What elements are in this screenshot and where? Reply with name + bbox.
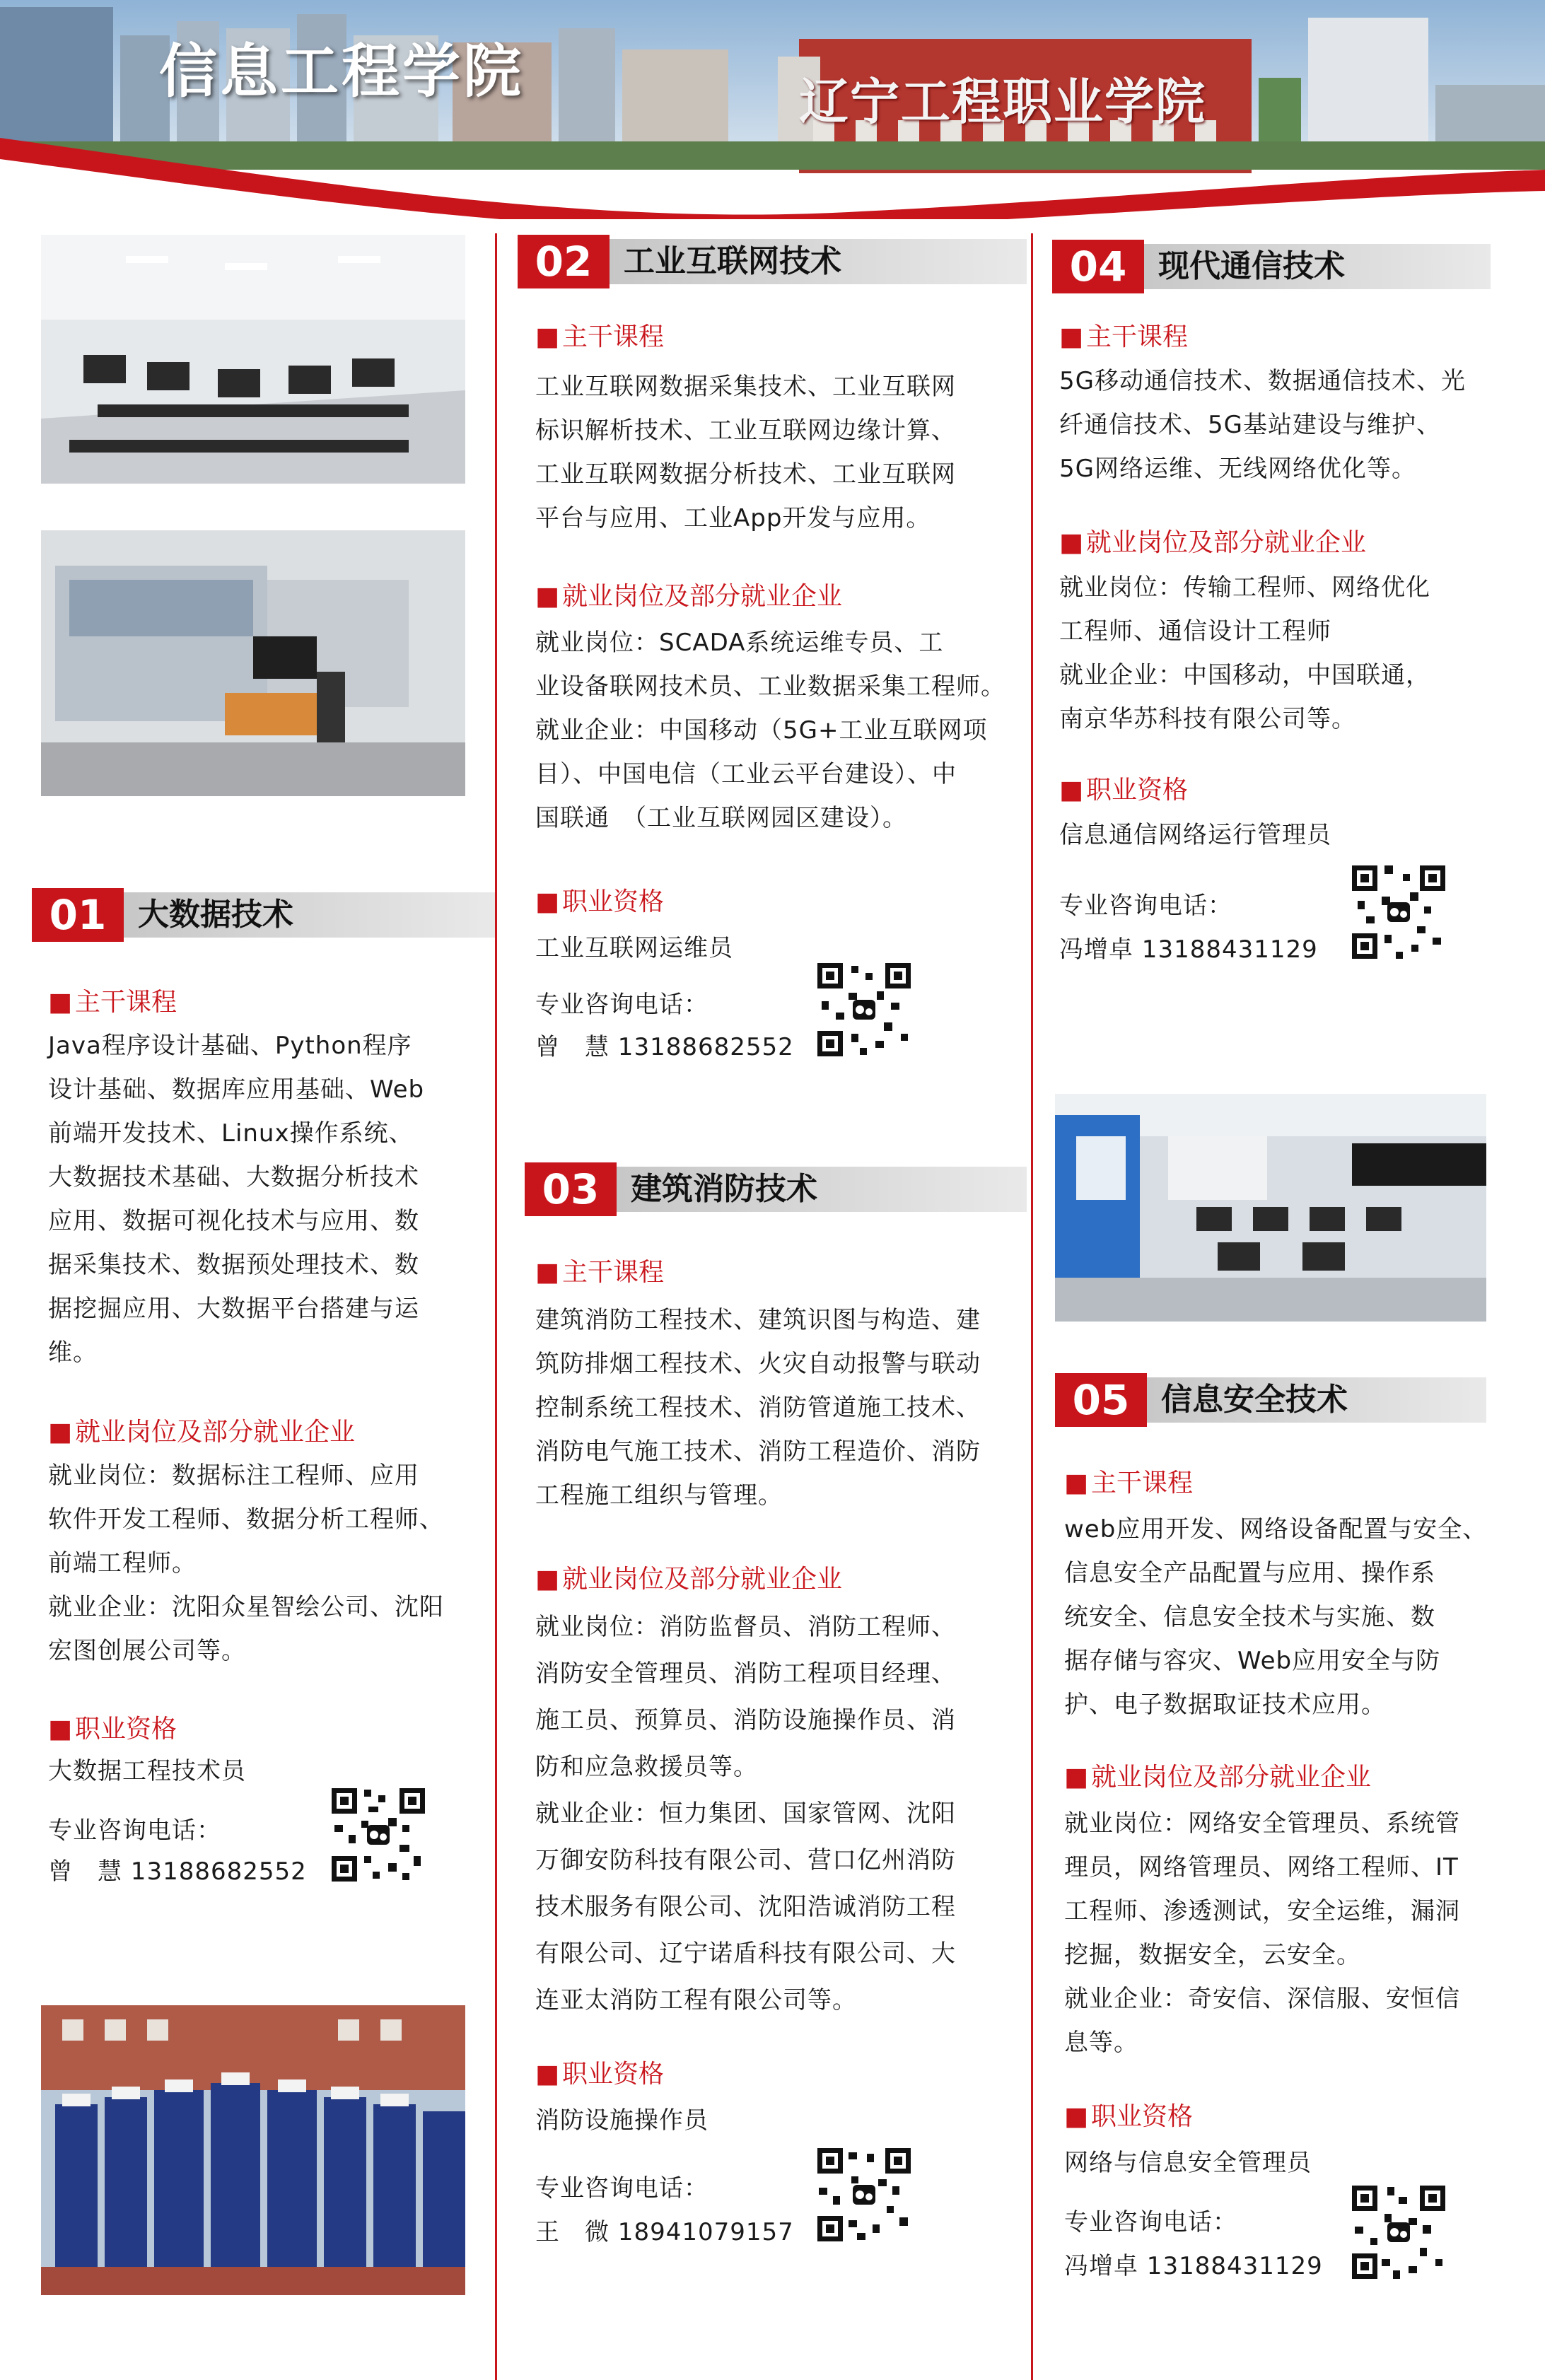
section-title: 工业互联网技术 — [624, 243, 841, 279]
s04-courses: 5G移动通信技术、数据通信技术、光 纤通信技术、5G基站建设与维护、 5G网络运维、无线网络优化等。 — [1059, 367, 1466, 483]
s02-cert-heading: ■ 职业资格 — [535, 887, 664, 918]
s03-courses: 建筑消防工程技术、建筑识图与构造、建 筑防排烟工程技术、火灾自动报警与联动 控制系统工程技术、消防管道施工技术、 消防电气施工技术、消防工程造价、消防 工程施工组织与管理。 — [535, 1306, 981, 1510]
college-title: 信息工程学院 — [159, 37, 525, 105]
s02-contact-label: 专业咨询电话： — [535, 991, 709, 1019]
s04-courses-heading: ■ 主干课程 — [1059, 322, 1188, 353]
s01-jobs-heading: ■ 就业岗位及部分就业企业 — [48, 1417, 355, 1448]
s01-contact: 曾 慧 13188682552 — [48, 1857, 307, 1886]
s03-cert-heading: ■ 职业资格 — [535, 2059, 664, 2090]
section-01-header — [32, 892, 495, 938]
s05-contact-label: 专业咨询电话： — [1064, 2208, 1237, 2236]
column-divider-left — [495, 233, 497, 2380]
s04-cert-heading: ■ 职业资格 — [1059, 775, 1188, 806]
section-number: 03 — [525, 1162, 617, 1216]
s05-cert: 网络与信息安全管理员 — [1064, 2149, 1312, 2177]
s02-jobs-heading: ■ 就业岗位及部分就业企业 — [535, 581, 842, 612]
s02-jobs: 就业岗位：SCADA系统运维专员、工 业设备联网技术员、工业数据采集工程师。 就业企业：中国移动（5G+工业互联网项 目）、中国电信（工业云平台建设）、中 国联通 （工业互联网园区建设）。 — [535, 629, 1005, 832]
computer-lab-photo — [41, 235, 465, 484]
column-divider-right — [1031, 233, 1033, 2380]
section-title: 建筑消防技术 — [631, 1171, 817, 1207]
s03-qr-code — [815, 2145, 914, 2244]
section-title: 信息安全技术 — [1161, 1382, 1348, 1418]
s05-courses-heading: ■ 主干课程 — [1064, 1468, 1193, 1499]
s01-cert: 大数据工程技术员 — [48, 1757, 246, 1785]
section-number: 04 — [1052, 240, 1144, 293]
section-03-header — [525, 1167, 1027, 1212]
header-banner — [0, 0, 1545, 219]
electrical-lab-photo — [41, 530, 465, 796]
s05-cert-heading: ■ 职业资格 — [1064, 2101, 1193, 2133]
s05-jobs-heading: ■ 就业岗位及部分就业企业 — [1064, 1762, 1371, 1793]
s02-contact: 曾 慧 13188682552 — [535, 1033, 794, 1061]
s01-courses-heading: ■ 主干课程 — [48, 987, 177, 1018]
section-05-header — [1055, 1377, 1486, 1423]
s04-contact-label: 专业咨询电话： — [1059, 892, 1232, 920]
s01-qr-code — [329, 1785, 428, 1884]
s01-courses: Java程序设计基础、Python程序 设计基础、数据库应用基础、Web 前端开发技术、Linux操作系统、 大数据技术基础、大数据分析技术 应用、数据可视化技术与应用、数 据采集技术、数据预处理技术、数 据挖掘应用、大数据平台搭建与运 维。 — [48, 1032, 425, 1367]
s02-cert: 工业互联网运维员 — [535, 934, 733, 962]
s03-courses-heading: ■ 主干课程 — [535, 1257, 664, 1288]
section-number: 05 — [1055, 1373, 1147, 1427]
s03-cert: 消防设施操作员 — [535, 2106, 709, 2135]
s05-courses: web应用开发、网络设备配置与安全、 信息安全产品配置与应用、操作系 统安全、信息安全技术与实施、数 据存储与容灾、Web应用安全与防 护、电子数据取证技术应用。 — [1064, 1515, 1488, 1719]
s03-jobs: 就业岗位：消防监督员、消防工程师、 消防安全管理员、消防工程项目经理、 施工员、预算员、消防设施操作员、消 防和应急救援员等。 就业企业：恒力集团、国家管网、沈阳 万御安防科技有限公司、营口亿州消防 技术服务有限公司、沈阳浩诚消防工程 有限公司、辽宁诺盾科技有限公司、大 连亚太消防工程有限公司等。 — [535, 1613, 956, 2014]
s03-contact-label: 专业咨询电话： — [535, 2174, 709, 2203]
section-number: 02 — [518, 235, 610, 288]
s03-jobs-heading: ■ 就业岗位及部分就业企业 — [535, 1564, 842, 1595]
section-title: 现代通信技术 — [1158, 248, 1345, 284]
s02-courses-heading: ■ 主干课程 — [535, 322, 664, 353]
section-02-header — [518, 239, 1027, 284]
section-title: 大数据技术 — [138, 897, 293, 933]
s04-qr-code — [1349, 863, 1448, 962]
fire-cadets-photo — [41, 2005, 465, 2295]
s04-jobs: 就业岗位：传输工程师、网络优化 工程师、通信设计工程师 就业企业：中国移动，中国联通， 南京华苏科技有限公司等。 — [1059, 573, 1430, 733]
s05-contact: 冯增卓 13188431129 — [1064, 2252, 1323, 2280]
s04-cert: 信息通信网络运行管理员 — [1059, 821, 1331, 849]
s03-contact: 王 微 18941079157 — [535, 2218, 794, 2246]
building-sign: 辽宁工程职业学院 — [799, 73, 1206, 131]
s02-qr-code — [815, 960, 914, 1059]
s05-jobs: 就业岗位：网络安全管理员、系统管 理员，网络管理员、网络工程师、IT 工程师、渗透测试，安全运维，漏洞 挖掘，数据安全，云安全。 就业企业：奇安信、深信服、安恒信 息等。 — [1064, 1809, 1460, 2057]
s01-cert-heading: ■ 职业资格 — [48, 1714, 177, 1745]
section-04-header — [1052, 244, 1491, 289]
s04-contact: 冯增卓 13188431129 — [1059, 935, 1318, 964]
section-number: 01 — [32, 888, 124, 942]
s04-jobs-heading: ■ 就业岗位及部分就业企业 — [1059, 527, 1366, 559]
s01-contact-label: 专业咨询电话： — [48, 1816, 221, 1845]
s02-courses: 工业互联网数据采集技术、工业互联网 标识解析技术、工业互联网边缘计算、 工业互联网数据分析技术、工业互联网 平台与应用、工业App开发与应用。 — [535, 373, 956, 532]
s05-qr-code — [1349, 2183, 1448, 2282]
network-lab-photo — [1055, 1094, 1486, 1322]
s01-jobs: 就业岗位：数据标注工程师、应用 软件开发工程师、数据分析工程师、 前端工程师。 就业企业：沈阳众星智绘公司、沈阳 宏图创展公司等。 — [48, 1462, 444, 1665]
